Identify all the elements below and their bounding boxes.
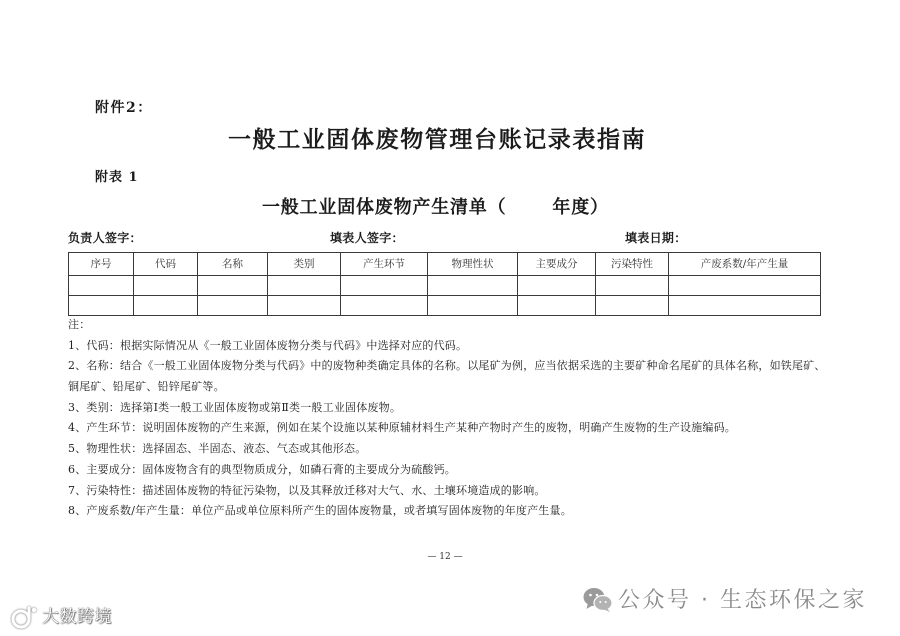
table-cell: [134, 276, 198, 296]
table-cell: [268, 276, 341, 296]
responsible-signature-label: 负责人签字：: [68, 231, 142, 245]
note-item-line: 2、名称：结合《一般工业固体废物分类与代码》中的废物种类确定具体的名称。以尾矿为例，应当依据采选的主要矿种命名尾矿的具体名称，如铁尾矿、: [68, 359, 826, 373]
note-item: 8、产废系数/年产生量：单位产品或单位原料所产生的固体废物量，或者填写固体废物的年度产生量。: [68, 504, 572, 518]
table-cell: [198, 296, 268, 316]
table-cell: [69, 276, 134, 296]
table-cell: [268, 296, 341, 316]
column-header-main-components: 主要成分: [518, 253, 596, 276]
document-title: 一般工业固体废物管理台账记录表指南: [228, 126, 647, 153]
table-row: [69, 296, 821, 316]
table-cell: [518, 296, 596, 316]
form-title: [262, 197, 609, 219]
note-item: 7、污染特性：描述固体废物的特征污染物，以及其释放迁移对大气、水、土壤环境造成的影响。: [68, 483, 546, 497]
note-item: [68, 356, 826, 397]
column-header-name: 名称: [198, 253, 268, 276]
note-item: 4、产生环节：说明固体废物的产生来源，例如在某个设施以某种原辅材料生产某种产物时产生的废物，明确产生废物的生产设施编码。: [68, 421, 736, 435]
column-header-category: 类别: [268, 253, 341, 276]
brand-watermark: 大数跨境: [42, 607, 112, 627]
table-cell: [428, 276, 518, 296]
note-item-line: 铜尾矿、铅尾矿、铅锌尾矿等。: [68, 380, 225, 394]
note-item: 1、代码：根据实际情况从《一般工业固体废物分类与代码》中选择对应的代码。: [68, 338, 468, 352]
notes-label: 注：: [68, 318, 91, 331]
attachment-label: 附件2：: [95, 100, 153, 116]
note-item: 5、物理性状：选择固态、半固态、液态、气态或其他形态。: [68, 442, 367, 456]
wechat-icon: [583, 587, 613, 613]
column-header-generation-stage: 产生环节: [341, 253, 428, 276]
table-cell: [69, 296, 134, 316]
table-cell: [596, 296, 669, 316]
form-title-prefix: 一般工业固体废物产生清单（: [262, 197, 507, 218]
column-header-pollution-characteristics: 污染特性: [596, 253, 669, 276]
table-cell: [428, 296, 518, 316]
note-item: 3、类别：选择第Ⅰ类一般工业固体废物或第Ⅱ类一般工业固体废物。: [68, 400, 402, 414]
table-cell: [669, 276, 821, 296]
filler-signature-label: 填表人签字：: [330, 231, 404, 245]
table-cell: [341, 296, 428, 316]
table-row: [69, 276, 821, 296]
note-item: 6、主要成分：固体废物含有的典型物质成分，如磷石膏的主要成分为硫酸钙。: [68, 462, 456, 476]
notes-section: [68, 315, 826, 522]
waste-generation-table: [68, 252, 821, 316]
table-cell: [518, 276, 596, 296]
table-cell: [134, 296, 198, 316]
fill-date-label: 填表日期：: [625, 231, 687, 245]
column-header-code: 代码: [134, 253, 198, 276]
wechat-account-watermark: 公众号 · 生态环保之家: [618, 588, 867, 613]
table-header-row: [69, 253, 821, 276]
table-cell: [198, 276, 268, 296]
appendix-label: 附表 1: [95, 170, 139, 185]
column-header-serial: 序号: [69, 253, 134, 276]
table-cell: [669, 296, 821, 316]
form-title-suffix: 年度）: [552, 197, 609, 218]
column-header-physical-state: 物理性状: [428, 253, 518, 276]
page-number: — 12 —: [427, 552, 463, 562]
column-header-generation-coefficient: 产废系数/年产生量: [669, 253, 821, 276]
brand-logo-icon: [8, 604, 40, 632]
table-cell: [596, 276, 669, 296]
table-cell: [341, 276, 428, 296]
